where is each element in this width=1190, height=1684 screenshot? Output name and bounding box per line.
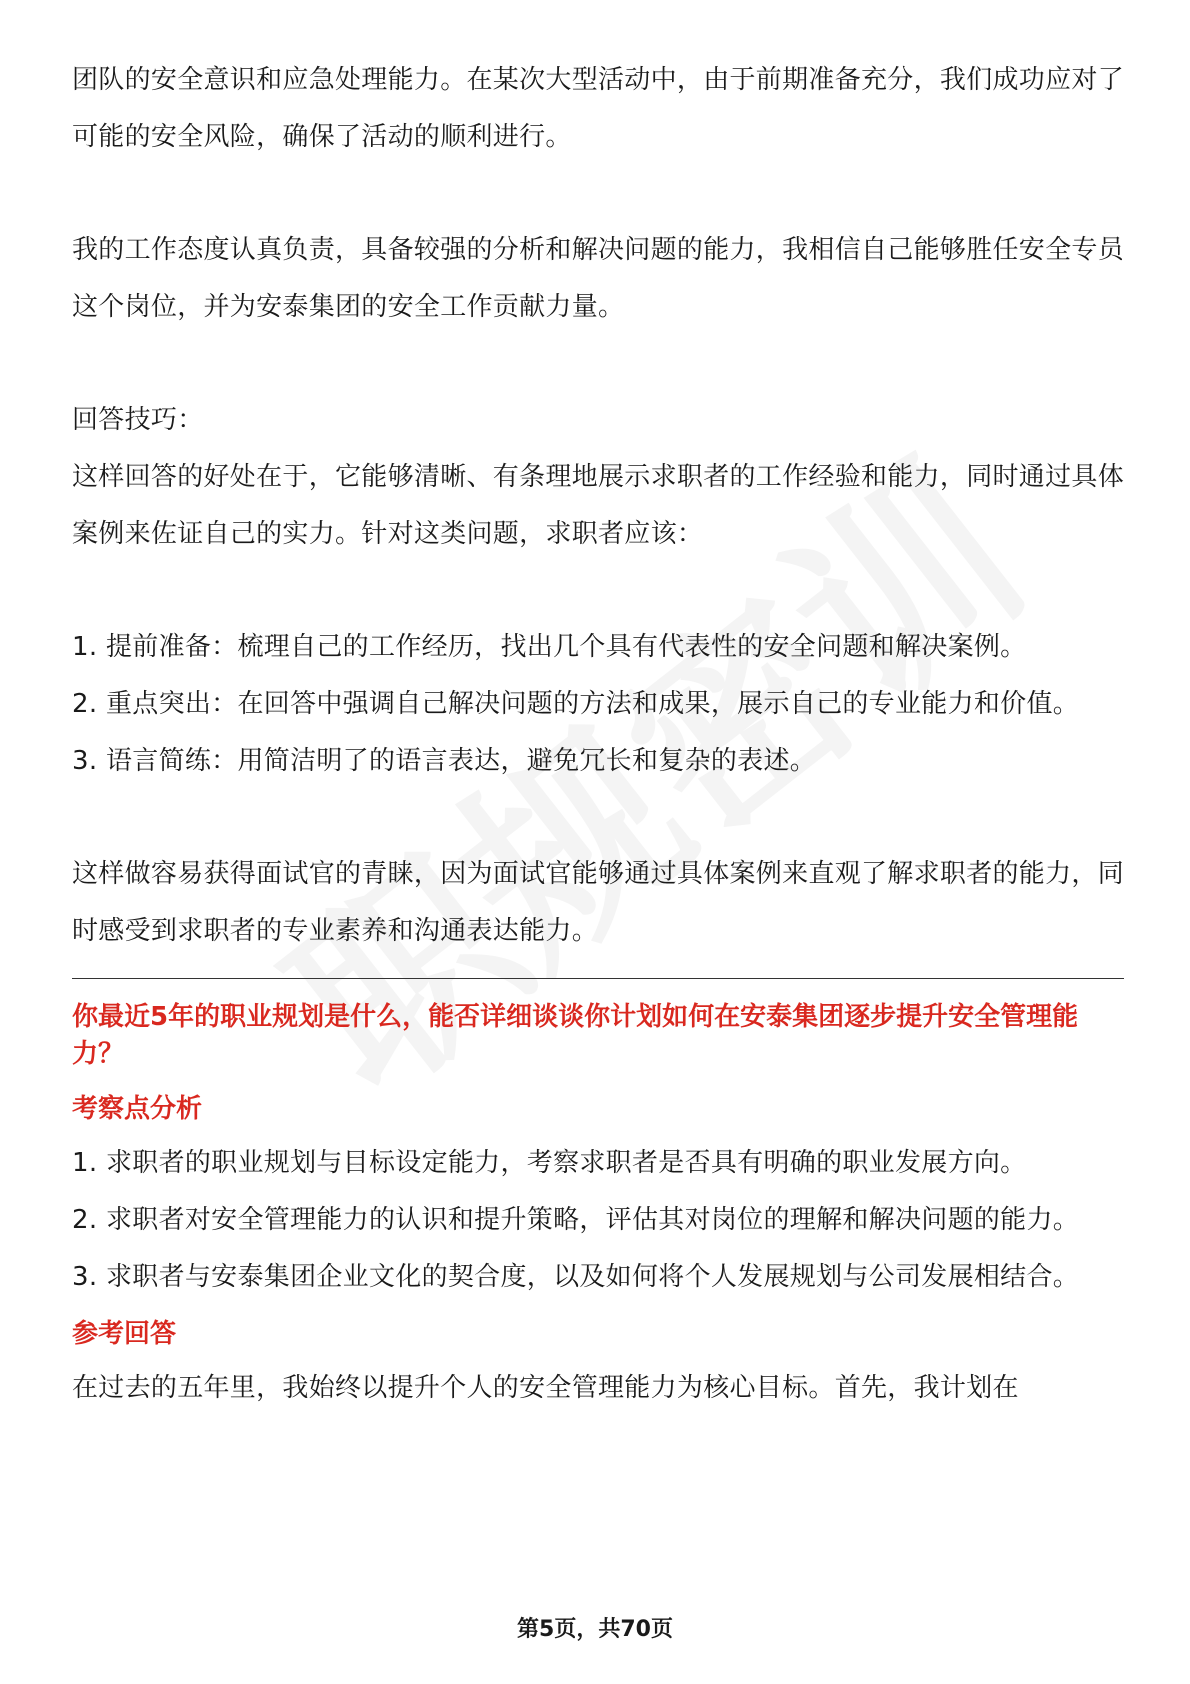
analysis-point: 3. 求职者与安泰集团企业文化的契合度，以及如何将个人发展规划与公司发展相结合。 — [72, 1262, 1080, 1292]
tip-item: 1. 提前准备：梳理自己的工作经历，找出几个具有代表性的安全问题和解决案例。 — [72, 632, 1027, 662]
analysis-point: 1. 求职者的职业规划与目标设定能力，考察求职者是否具有明确的职业发展方向。 — [72, 1148, 1027, 1178]
paragraph-work-attitude: 我的工作态度认真负责，具备较强的分析和解决问题的能力，我相信自己能够胜任安全专员这个岗位，并为安泰集团的安全工作贡献力量。 — [72, 235, 1125, 322]
closing-paragraph: 这样做容易获得面试官的青睐，因为面试官能够通过具体案例来直观了解求职者的能力，同时感受到求职者的专业素养和沟通表达能力。 — [72, 859, 1125, 946]
interview-question: 你最近5年的职业规划是什么，能否详细谈谈你计划如何在安泰集团逐步提升安全管理能力？ — [72, 1002, 1079, 1069]
tip-item: 2. 重点突出：在回答中强调自己解决问题的方法和成果，展示自己的专业能力和价值。 — [72, 689, 1080, 719]
page-content — [72, 52, 1124, 1417]
answer-heading: 参考回答 — [72, 1319, 177, 1349]
analysis-point: 2. 求职者对安全管理能力的认识和提升策略，评估其对岗位的理解和解决问题的能力。 — [72, 1205, 1080, 1235]
tip-item: 3. 语言简练：用简洁明了的语言表达，避免冗长和复杂的表述。 — [72, 746, 817, 776]
tips-label: 回答技巧： — [72, 405, 204, 435]
tips-intro: 这样回答的好处在于，它能够清晰、有条理地展示求职者的工作经验和能力，同时通过具体案例来佐证自己的实力。针对这类问题，求职者应该： — [72, 462, 1125, 549]
section-divider — [72, 978, 1124, 979]
page-number: 第5页，共70页 — [517, 1617, 673, 1642]
answer-paragraph: 在过去的五年里，我始终以提升个人的安全管理能力为核心目标。首先，我计划在 — [72, 1373, 1019, 1403]
paragraph-team-safety: 团队的安全意识和应急处理能力。在某次大型活动中，由于前期准备充分，我们成功应对了可能的安全风险，确保了活动的顺利进行。 — [72, 65, 1125, 152]
analysis-heading: 考察点分析 — [72, 1094, 203, 1124]
